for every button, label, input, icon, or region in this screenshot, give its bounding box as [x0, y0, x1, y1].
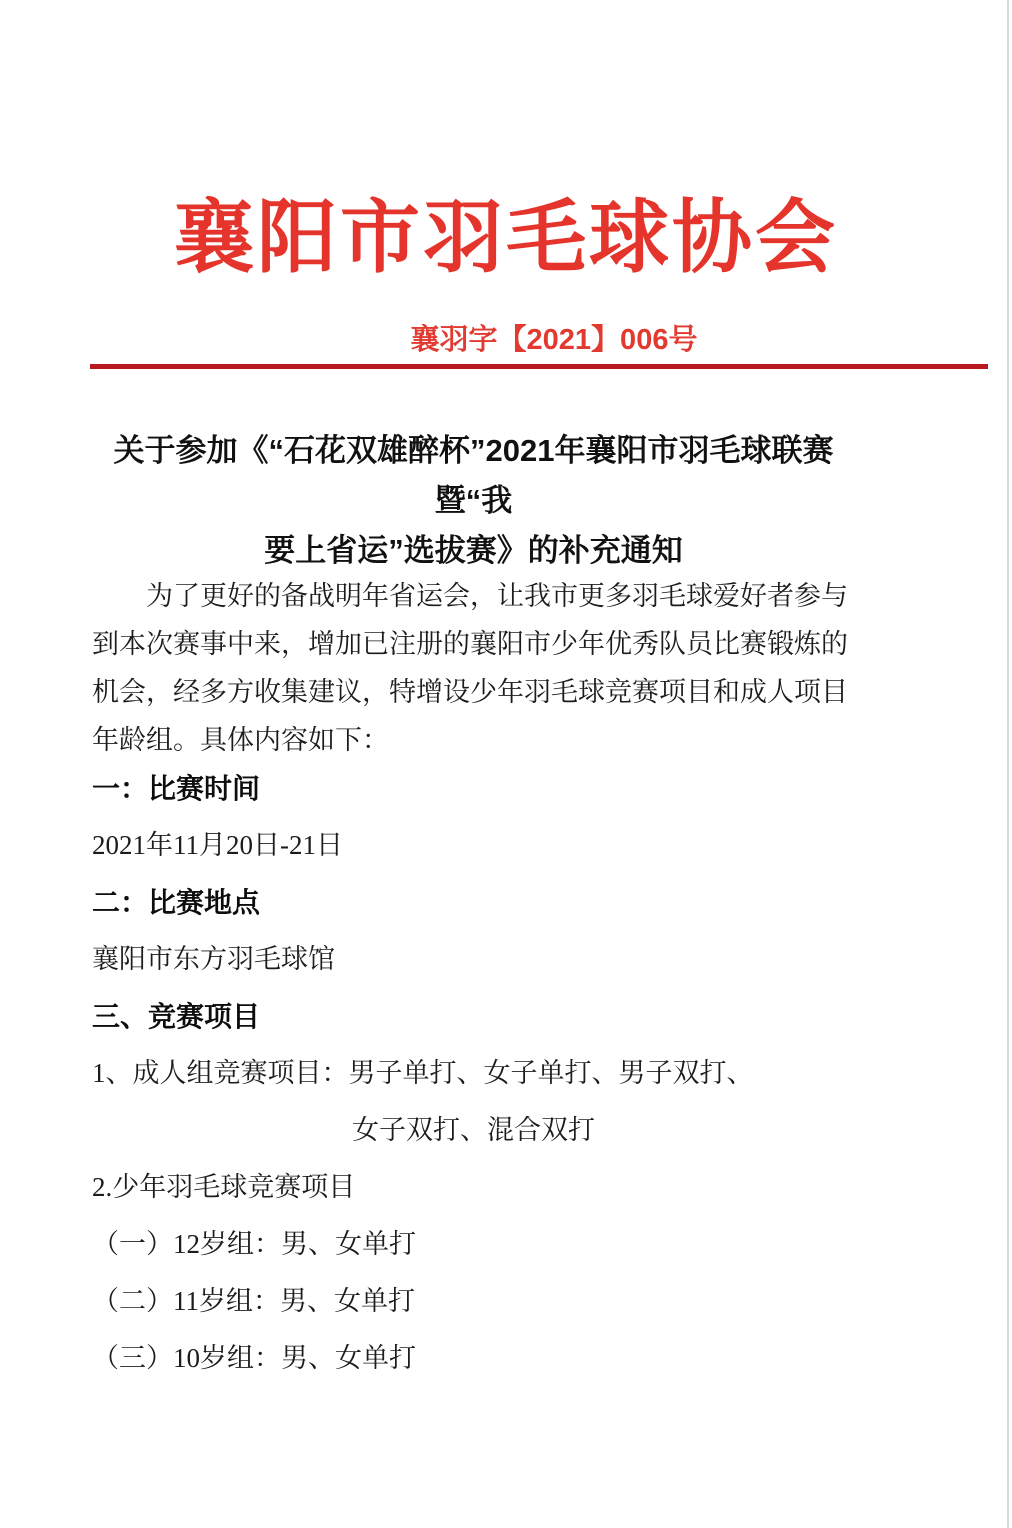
- section-heading-competition-events: 三、竞赛项目: [92, 1001, 261, 1032]
- youth-group-10: （三）10岁组：男、女单打: [92, 1343, 416, 1373]
- notice-title-line-1: 关于参加《“石花双雄醉杯”2021年襄阳市羽毛球联赛暨“我: [113, 433, 834, 518]
- page-right-edge: [1007, 0, 1009, 1528]
- youth-events-heading: 2.少年羽毛球竞赛项目: [92, 1172, 356, 1202]
- red-divider-line: [90, 364, 988, 369]
- notice-body: [92, 760, 855, 1387]
- adult-events-line-2: 女子双打、混合双打: [352, 1115, 595, 1145]
- youth-group-11: （二）11岁组：男、女单打: [92, 1286, 415, 1316]
- doc-number: 襄羽字【2021】006号: [410, 324, 698, 356]
- notice-title: [92, 426, 855, 576]
- intro-paragraph: [92, 572, 855, 764]
- intro-line-3: 机会，经多方收集建议，特增设少年羽毛球竞赛项目和成人项目: [92, 677, 848, 707]
- competition-venue: 襄阳市东方羽毛球馆: [92, 944, 335, 974]
- intro-line-2: 到本次赛事中来，增加已注册的襄阳市少年优秀队员比赛锻炼的: [92, 629, 848, 659]
- section-heading-competition-time: 一：比赛时间: [92, 773, 261, 804]
- section-heading-competition-venue: 二：比赛地点: [92, 887, 261, 918]
- org-title: 襄阳市羽毛球协会: [174, 193, 838, 282]
- notice-title-line-2: 要上省运”选拔赛》的补充通知: [264, 533, 683, 568]
- adult-events-line-1: 1、成人组竞赛项目：男子单打、女子单打、男子双打、: [92, 1058, 754, 1088]
- competition-date: 2021年11月20日-21日: [92, 830, 343, 860]
- youth-group-12: （一）12岁组：男、女单打: [92, 1229, 416, 1259]
- intro-line-1: 为了更好的备战明年省运会，让我市更多羽毛球爱好者参与: [146, 581, 848, 611]
- intro-line-4: 年龄组。具体内容如下：: [92, 725, 389, 755]
